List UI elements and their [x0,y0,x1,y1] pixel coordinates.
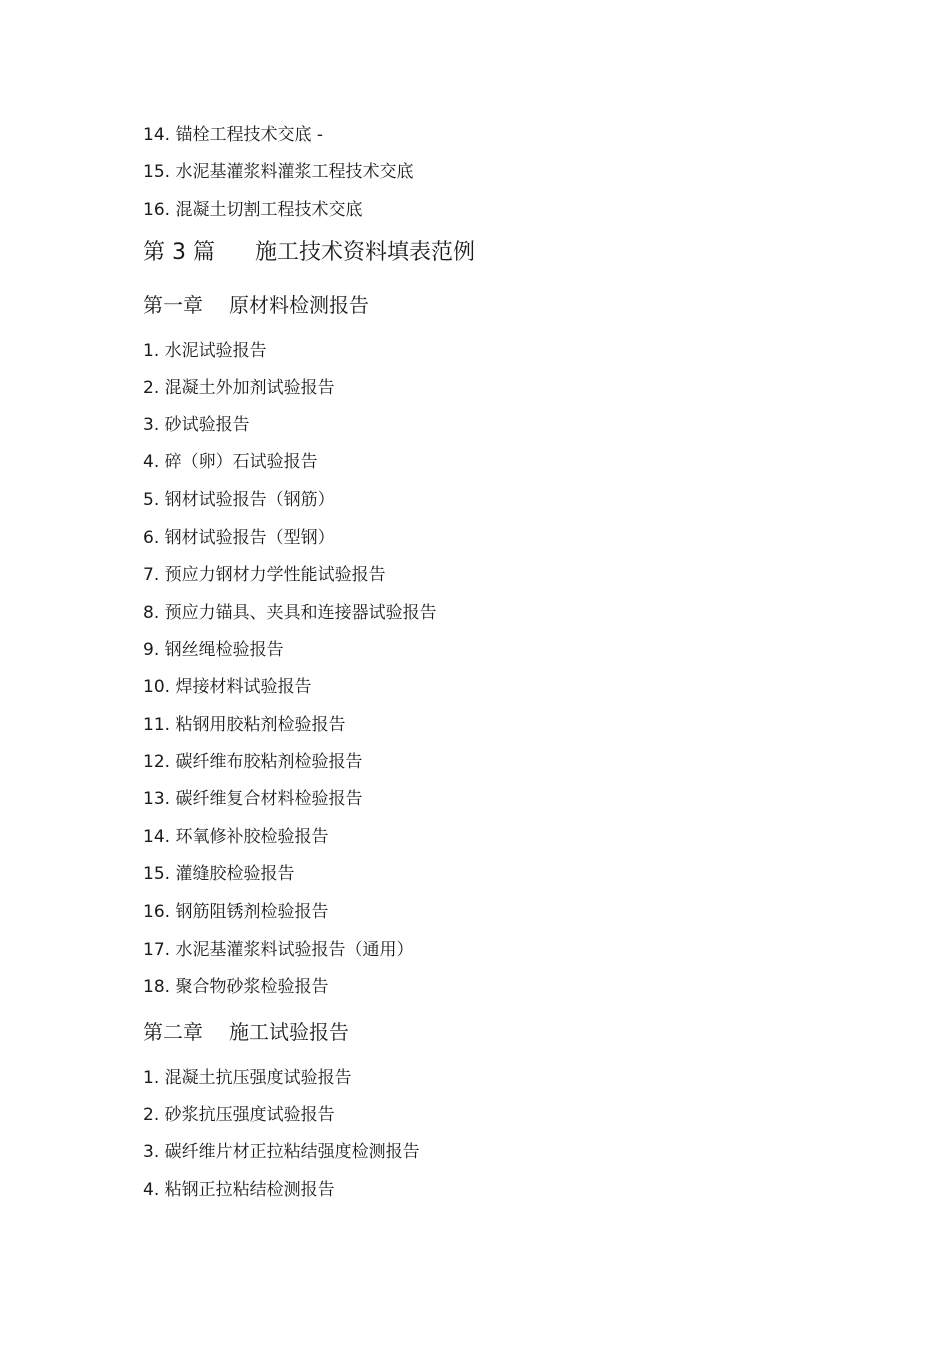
chapter-title: 施工试验报告 [229,1020,349,1044]
list-item: 17. 水泥基灌浆料试验报告（通用） [143,940,414,960]
part-number: 第 3 篇 [143,240,215,265]
list-item: 3. 砂试验报告 [143,415,250,435]
list-item: 9. 钢丝绳检验报告 [143,640,284,660]
list-item: 2. 砂浆抗压强度试验报告 [143,1105,335,1125]
list-item: 18. 聚合物砂浆检验报告 [143,977,329,997]
list-item: 12. 碳纤维布胶粘剂检验报告 [143,752,363,772]
list-item: 15. 水泥基灌浆料灌浆工程技术交底 [143,162,414,182]
list-item: 11. 粘钢用胶粘剂检验报告 [143,715,346,735]
list-item: 5. 钢材试验报告（钢筋） [143,490,335,510]
chapter-number: 第一章 [143,293,203,317]
part-heading [143,239,475,267]
list-item: 16. 混凝土切割工程技术交底 [143,200,363,220]
list-item: 1. 水泥试验报告 [143,341,267,361]
list-item: 3. 碳纤维片材正拉粘结强度检测报告 [143,1142,420,1162]
list-item: 10. 焊接材料试验报告 [143,677,312,697]
list-item: 16. 钢筋阻锈剂检验报告 [143,902,329,922]
part-title: 施工技术资料填表范例 [254,240,475,265]
list-item: 6. 钢材试验报告（型钢） [143,528,335,548]
list-item: 14. 环氧修补胶检验报告 [143,827,329,847]
list-item: 4. 碎（卵）石试验报告 [143,452,318,472]
chapter-heading [143,292,369,318]
list-item: 13. 碳纤维复合材料检验报告 [143,789,363,809]
list-item: 1. 混凝土抗压强度试验报告 [143,1068,352,1088]
list-item: 2. 混凝土外加剂试验报告 [143,378,335,398]
list-item: 8. 预应力锚具、夹具和连接器试验报告 [143,603,437,623]
list-item: 14. 锚栓工程技术交底 - [143,125,323,145]
list-item: 7. 预应力钢材力学性能试验报告 [143,565,386,585]
list-item: 15. 灌缝胶检验报告 [143,864,295,884]
chapter-heading [143,1019,349,1045]
list-item: 4. 粘钢正拉粘结检测报告 [143,1180,335,1200]
chapter-number: 第二章 [143,1020,203,1044]
chapter-title: 原材料检测报告 [229,293,369,317]
